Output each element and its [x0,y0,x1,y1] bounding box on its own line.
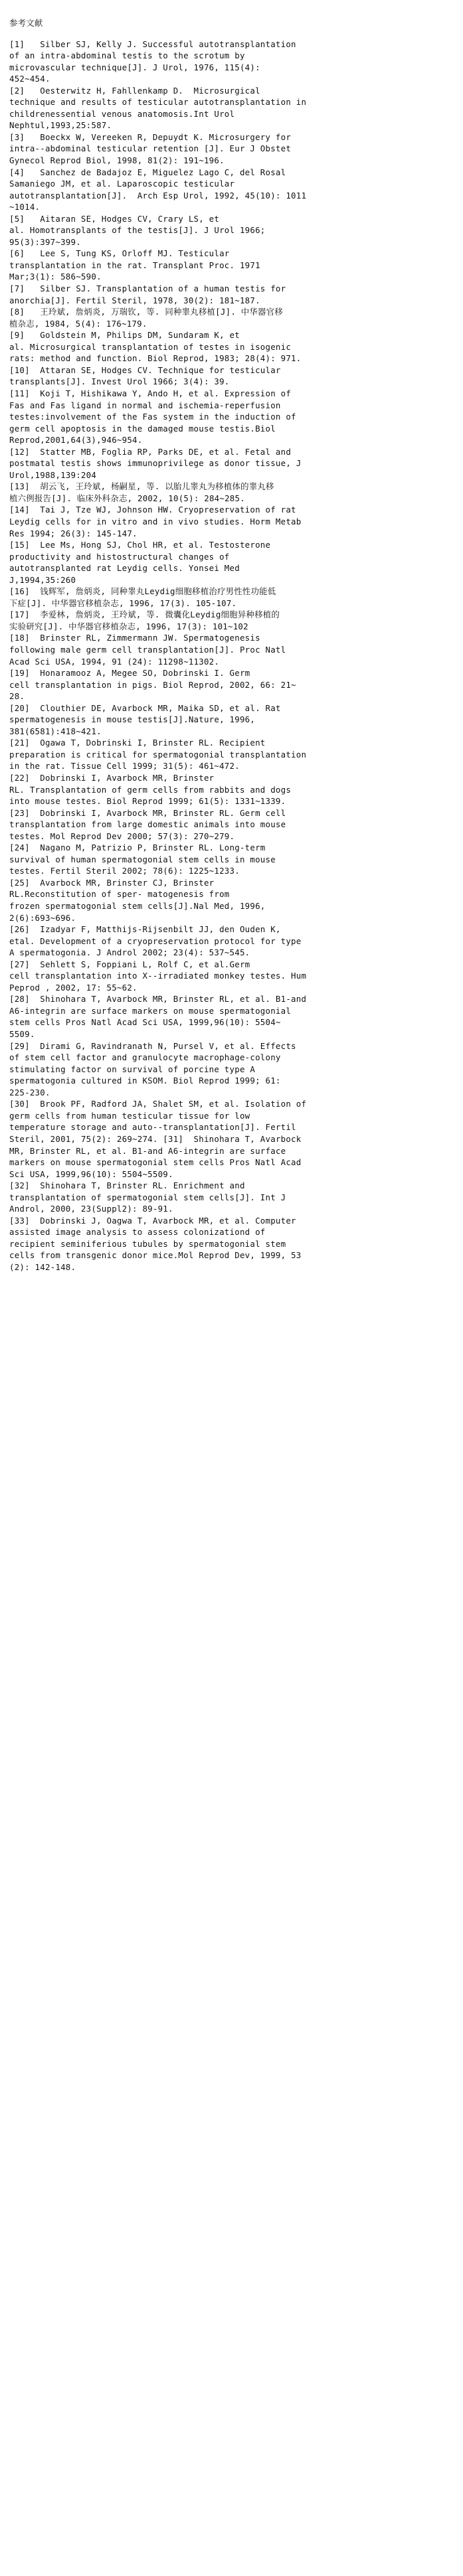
reference-line: testes:involvement of the Fas system in the induction of [9,412,296,422]
reference-line: [7] Silber SJ. Transplantation of a human testis for [9,283,286,294]
reference-item [9,1098,454,1180]
reference-item [9,306,454,329]
reference-line: MR, Brinster RL, et al. B1-and A6-integrin are surface [9,1145,286,1156]
reference-line: 下症[J]. 中华器官移植杂志, 1996, 17(3). 105-107. [9,598,237,608]
reference-item [9,702,454,738]
reference-line: anorchia[J]. Fertil Steril, 1978, 30(2): 181~187. [9,295,260,305]
reference-line: transplantation from large domestic animals into mouse [9,819,286,830]
reference-line: Reprod,2001,64(3),946~954. [9,435,143,445]
reference-line: transplants[J]. Invest Urol 1966; 3(4): 39. [9,376,230,387]
reference-line: technique and results of testicular autotransplantation in [9,97,307,108]
reference-line: RL.Reconstitution of sper- matogenesis from [9,889,230,900]
reference-line: [12] Statter MB, Foglia RP, Parks DE, et al. Fetal and [9,446,292,457]
reference-line: ~1014. [9,202,41,212]
reference-line: [3] Boeckx W, Vereeken R, Depuydt K. Microsurgery for [9,131,292,142]
reference-line: [13] 胡云飞, 王玲斌, 杨嗣星, 等. 以胎儿睾丸为移植体的睾丸移 [9,481,274,492]
reference-line: [25] Avarbock MR, Brinster CJ, Brinster [9,877,215,888]
reference-line: Sci USA, 1999,96(10): 5504~5509. [9,1168,173,1179]
reference-line: microvascular technique[J]. J Urol, 1976, 115(4): [9,62,260,72]
reference-line: RL. Transplantation of germ cells from rabbits and dogs [9,784,292,795]
reference-line: spermatogenesis in mouse testis[J].Nature, 1996, [9,714,256,725]
reference-line: J,1994,35:260 [9,574,76,585]
reference-line: [17] 李爱林, 詹炳炎, 王玲斌, 等. 微囊化Leydig细胞异种移植的 [9,609,280,620]
reference-line: frozen spermatogonial stem cells[J].Nal Med, 1996, [9,901,266,912]
reference-line: markers on mouse spermatogonial stem cells Pros Natl Acad [9,1157,302,1168]
reference-line: cell transplantation in pigs. Biol Reprod, 2002, 66: 21~ [9,679,296,690]
reference-line: 植六例报告[J]. 临床外科杂志, 2002, 10(5): 284~285. [9,493,245,503]
reference-line: [19] Honaramooz A, Megee SO, Dobrinski I. Germ [9,668,250,679]
reference-line: A6-integrin are surface markers on mouse spermatogonial [9,1005,292,1016]
reference-line: germ cell apoptosis in the damaged mouse testis.Biol [9,423,276,434]
reference-line: Fas and Fas ligand in normal and ischemia-reperfusion [9,400,281,410]
reference-line: [18] Brinster RL, Zimmermann JW. Spermatogenesis [9,633,260,643]
reference-line: [24] Nagano M, Patrizio P, Brinster RL. Long-term [9,843,266,853]
reference-line: into mouse testes. Biol Reprod 1999; 61(5): 1331~1339. [9,796,286,807]
reference-line: Peprod , 2002, 17: 55~62. [9,982,138,993]
reference-line: [23] Dobrinski I, Avarbock MR, Brinster RL. Germ cell [9,807,286,818]
reference-line: [26] Izadyar F, Matthijs-Rijsenbilt JJ, den Ouden K, [9,924,281,935]
reference-line: assisted image analysis to assess colonizationd of [9,1227,266,1238]
reference-item [9,388,454,446]
reference-line: [22] Dobrinski I, Avarbock MR, Brinster [9,773,215,783]
reference-line: following male germ cell transplantation[J]. Proc Natl [9,644,286,655]
reference-line: [9] Goldstein M, Philips DM, Sundaram K, et [9,330,240,341]
reference-item [9,924,454,959]
reference-line: preparation is critical for spermatogonial transplantation [9,749,307,760]
reference-line: [2] Oesterwitz H, Fahllenkamp D. Microsurgical [9,85,260,96]
reference-item [9,39,454,85]
reference-line: al. Microsurgical transplantation of testes in isogenic [9,341,292,352]
reference-line: [29] Dirami G, Ravindranath N, Pursel V, et al. Effects [9,1040,296,1051]
reference-line: [1] Silber SJ, Kelly J. Successful autotransplantation [9,39,296,49]
reference-line: [5] Aitaran SE, Hodges CV, Crary LS, et [9,213,220,224]
reference-item [9,609,454,632]
reference-line: cell transplantation into X--irradiated monkey testes. Hum [9,971,307,981]
reference-item [9,772,454,807]
reference-item [9,131,454,167]
reference-line: productivity and histostructural changes of [9,551,230,562]
reference-line: Gynecol Reprod Biol, 1998, 81(2): 191~196. [9,155,225,166]
reference-line: rats: method and function. Biol Reprod, 1983; 28(4): 971. [9,353,302,364]
reference-line: [4] Sanchez de Badajoz E, Miguelez Lago C, del Rosal [9,167,286,177]
reference-item [9,959,454,994]
reference-line: Res 1994; 26(3): 145-147. [9,528,138,538]
reference-item [9,504,454,539]
reference-item [9,842,454,877]
reference-item [9,248,454,283]
reference-line: al. Homotransplants of the testis[J]. J Urol 1966; [9,225,266,236]
reference-line: 2(6):693~696. [9,912,76,923]
reference-line: [6] Lee S, Tung KS, Orloff MJ. Testicular [9,248,230,259]
reference-line: cells from transgenic donor mice.Mol Reprod Dev, 1999, 53 [9,1250,302,1261]
reference-line: [32] Shinohara T, Brinster RL. Enrichment and [9,1180,245,1191]
reference-line: temperature storage and auto--transplantation[J]. Fertil [9,1122,296,1133]
reference-line: 225-230. [9,1087,50,1097]
reference-item [9,877,454,924]
reference-line: 5509. [9,1029,35,1040]
reference-item [9,85,454,131]
reference-line: of an intra-abdominal testis to the scrotum by [9,50,245,61]
reference-item [9,364,454,388]
reference-item [9,283,454,306]
reference-line: Androl, 2000, 23(Suppl2): 89-91. [9,1204,173,1214]
reference-item [9,446,454,481]
reference-line: stem cells Pros Natl Acad Sci USA, 1999,96(10): 5504~ [9,1017,281,1028]
reference-line: 95(3):397~399. [9,236,81,247]
reference-line: Nephtul,1993,25:587. [9,120,112,131]
reference-line: [14] Tai J, Tze WJ, Johnson HW. Cryopreservation of rat [9,505,296,515]
reference-line: 28. [9,691,25,702]
reference-line: testes. Fertil Steril 2002; 78(6): 1225~1233. [9,866,240,876]
reference-line: [21] Ogawa T, Dobrinski I, Brinster RL. Recipient [9,738,266,748]
reference-line: A spermatogonia. J Androl 2002; 23(4): 537~545. [9,947,250,958]
reference-line: Mar;3(1): 586~590. [9,272,102,282]
reference-line: Steril, 2001, 75(2): 269~274. [31] Shinohara T, Avarbock [9,1133,302,1144]
reference-line: transplantation of spermatogonial stem cells[J]. Int J [9,1192,286,1202]
reference-line: stimulating factor on survival of porcine type A [9,1064,256,1074]
reference-line: 实验研究[J]. 中华器官移植杂志, 1996, 17(3): 101~102 [9,621,248,631]
reference-item [9,993,454,1040]
reference-item [9,1040,454,1099]
reference-line: of stem cell factor and granulocyte macrophage-colony [9,1052,281,1063]
reference-line: Urol,1988,139:204 [9,469,97,480]
reference-line: 452~454. [9,74,50,84]
reference-line: recipient seminiferious tubules by spermatogonial stem [9,1238,286,1249]
reference-item [9,329,454,364]
reference-item [9,632,454,667]
reference-line: transplantation in the rat. Transplant Proc. 1971 [9,260,260,270]
reference-item [9,667,454,702]
reference-line: Acad Sci USA, 1994, 91 (24): 11298~11302. [9,656,220,667]
reference-item [9,807,454,843]
reference-line: [10] Attaran SE, Hodges CV. Technique for testicular [9,364,281,375]
reference-item [9,586,454,609]
reference-item [9,1180,454,1215]
reference-line: postmatal testis shows immunoprivilege as donor tissue, J [9,458,302,469]
reference-line: (2): 142-148. [9,1261,76,1272]
reference-line: testes. Mol Reprod Dev 2000; 57(3): 270~279. [9,831,235,841]
reference-line: [33] Dobrinski J, Oagwa T, Avarbock MR, et al. Computer [9,1215,296,1226]
reference-item [9,539,454,586]
reference-item [9,737,454,772]
reference-line: Samaniego JM, et al. Laparoscopic testicular [9,179,235,189]
reference-line: survival of human spermatogonial stem cells in mouse [9,854,276,864]
reference-line: [8] 王玲斌, 詹炳炎, 万瑞钦, 等. 同种睾丸移植[J]. 中华器官移 [9,307,283,317]
reference-line: autotransplantation[J]. Arch Esp Urol, 1992, 45(10): 1011 [9,190,307,201]
reference-line: germ cells from human testicular tissue for low [9,1110,250,1121]
reference-line: childrenessential venous anatomosis.Int Urol [9,108,235,119]
reference-line: Leydig cells for in vitro and in vivo studies. Horm Metab [9,516,302,526]
reference-item [9,481,454,504]
reference-line: autotransplanted rat Leydig cells. Yonsei Med [9,563,240,574]
reference-line: [11] Koji T, Hishikawa Y, Ando H, et al. Expression of [9,388,292,398]
reference-line: [15] Lee Ms, Hong SJ, Chol HR, et al. Testosterone [9,540,271,550]
reference-list [9,39,454,1273]
reference-line: [28] Shinohara T, Avarbock MR, Brinster RL, et al. B1-and [9,994,307,1005]
reference-line: [27] Sehlett S, Foppiani L, Rolf C, et al.Germ [9,959,250,969]
reference-line: 植杂志, 1984, 5(4): 176~179. [9,318,147,329]
reference-line: 381(6581):418~421. [9,726,102,736]
reference-item [9,213,454,248]
reference-line: etal. Development of a cryopreservation protocol for type [9,935,302,946]
reference-line: [30] Brook PF, Radford JA, Shalet SM, et al. Isolation of [9,1099,307,1109]
reference-line: intra--abdominal testicular retention [J]. Eur J Obstet [9,143,292,154]
page-title: 参考文献 [9,18,43,28]
reference-line: [20] Clouthier DE, Avarbock MR, Maika SD, et al. Rat [9,702,281,713]
reference-line: spermatogonia cultured in KSOM. Biol Reprod 1999; 61: [9,1076,281,1086]
reference-line: [16] 钱辉军, 詹炳炎, 同种睾丸Leydig细胞移植治疗男性性功能低 [9,586,276,597]
reference-item [9,1215,454,1273]
reference-line: in the rat. Tissue Cell 1999; 31(5): 461~472. [9,761,240,771]
reference-item [9,167,454,213]
